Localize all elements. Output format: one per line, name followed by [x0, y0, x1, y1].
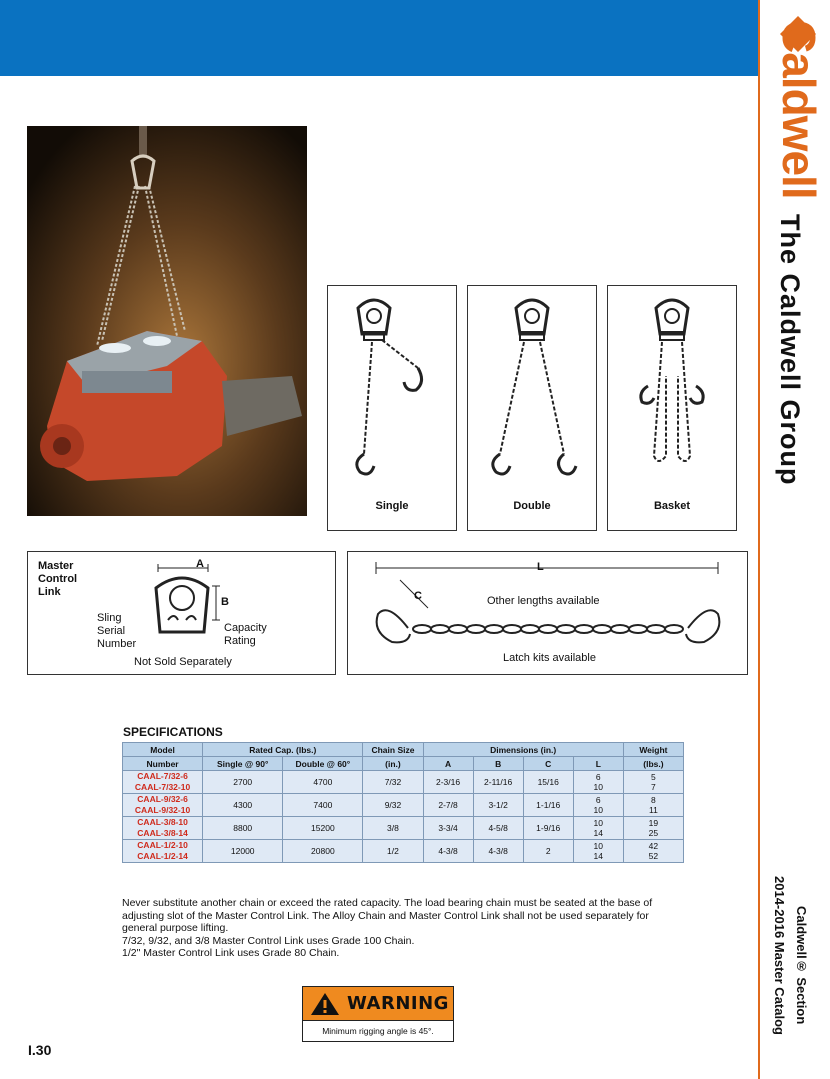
- header-rated: Rated Cap. (lbs.): [203, 743, 363, 757]
- specifications-title: SPECIFICATIONS: [123, 725, 223, 739]
- dim-a-cell: 2-3/16: [423, 771, 473, 794]
- chain-size-cell: 9/32: [363, 794, 423, 817]
- table-row: [123, 817, 684, 840]
- config-double-label: Double: [513, 500, 551, 512]
- group-title: The Caldwell Group: [775, 214, 805, 486]
- dim-l-label: L: [537, 561, 544, 573]
- chain-size-cell: 7/32: [363, 771, 423, 794]
- warning-word: WARNING: [347, 993, 449, 1014]
- chain-size-cell: 1/2: [363, 840, 423, 863]
- header-dimensions: Dimensions (in.): [423, 743, 623, 757]
- single-cap-cell: 12000: [203, 840, 283, 863]
- serial-label-3: Number: [97, 638, 137, 650]
- header-chain-1: Chain Size: [363, 743, 423, 757]
- dim-b-label: B: [221, 596, 229, 608]
- capacity-label-1: Capacity: [224, 622, 267, 634]
- dim-a-cell: 4-3/8: [423, 840, 473, 863]
- note-paragraph: 1/2" Master Control Link uses Grade 80 Chain.: [122, 947, 340, 959]
- config-basket-label: Basket: [653, 500, 691, 512]
- dim-b-cell: 4-3/8: [473, 840, 523, 863]
- model-cell: CAAL-3/8-10 CAAL-3/8-14: [123, 817, 203, 840]
- catalog-label: 2014-2016 Master Catalog: [772, 876, 787, 1035]
- chain-size-cell: 3/8: [363, 817, 423, 840]
- weight-cell: 42 52: [623, 840, 683, 863]
- header-bar: [0, 0, 758, 76]
- double-cap-cell: 20800: [283, 840, 363, 863]
- side-branding: [760, 0, 830, 1079]
- table-row: [123, 794, 684, 817]
- latch-kits-label: Latch kits available: [503, 652, 596, 664]
- config-single-label: Single: [375, 500, 409, 512]
- caldwell-logo-text: Caldwell: [773, 20, 825, 199]
- capacity-label-2: Rating: [224, 635, 256, 647]
- model-cell: CAAL-7/32-6 CAAL-7/32-10: [123, 771, 203, 794]
- master-link-title-3: Link: [38, 586, 61, 598]
- basket-sling-icon: [608, 286, 736, 486]
- table-row: [123, 840, 684, 863]
- dim-l-cell: 10 14: [573, 840, 623, 863]
- page-number: I.30: [28, 1042, 52, 1058]
- header-model-2: Number: [123, 757, 203, 771]
- product-photo: [27, 126, 307, 516]
- note-paragraph: 7/32, 9/32, and 3/8 Master Control Link uses Grade 100 Chain.: [122, 934, 415, 947]
- double-sling-icon: [468, 286, 596, 486]
- not-sold-label: Not Sold Separately: [134, 656, 232, 668]
- master-link-panel: [27, 551, 336, 675]
- single-cap-cell: 8800: [203, 817, 283, 840]
- dim-c-cell: 2: [523, 840, 573, 863]
- dim-a-cell: 3-3/4: [423, 817, 473, 840]
- single-sling-icon: [328, 286, 456, 486]
- header-b: B: [473, 757, 523, 771]
- dim-a-cell: 2-7/8: [423, 794, 473, 817]
- model-cell: CAAL-1/2-10 CAAL-1/2-14: [123, 840, 203, 863]
- header-a: A: [423, 757, 473, 771]
- weight-cell: 8 11: [623, 794, 683, 817]
- warning-label: [302, 986, 454, 1042]
- table-row: [123, 771, 684, 794]
- dim-c-cell: 15/16: [523, 771, 573, 794]
- header-weight-1: Weight: [623, 743, 683, 757]
- dim-c-cell: 1-1/16: [523, 794, 573, 817]
- other-lengths-label: Other lengths available: [487, 595, 600, 607]
- dim-b-cell: 4-5/8: [473, 817, 523, 840]
- warning-message: Minimum rigging angle is 45°.: [322, 1026, 434, 1036]
- header-model-1: Model: [123, 743, 203, 757]
- double-cap-cell: 7400: [283, 794, 363, 817]
- warning-triangle-icon: [310, 992, 340, 1016]
- dim-l-cell: 6 10: [573, 794, 623, 817]
- usage-notes: [122, 897, 662, 960]
- header-l: L: [573, 757, 623, 771]
- dim-b-cell: 3-1/2: [473, 794, 523, 817]
- master-link-title-2: Control: [38, 573, 78, 585]
- note-paragraph: Never substitute another chain or exceed the rated capacity. The load bearing chain must be seated at the base of adjusting slot of the Master Control Link. The Alloy Chain and Master Control Link shall not be used separately for general purpose lifting.: [122, 897, 653, 934]
- config-double-panel: [467, 285, 597, 531]
- dim-l-cell: 6 10: [573, 771, 623, 794]
- double-cap-cell: 4700: [283, 771, 363, 794]
- chain-length-panel: [347, 551, 748, 675]
- header-weight-2: (lbs.): [623, 757, 683, 771]
- dim-l-cell: 10 14: [573, 817, 623, 840]
- warning-header: [303, 987, 453, 1021]
- dim-b-cell: 2-11/16: [473, 771, 523, 794]
- single-cap-cell: 4300: [203, 794, 283, 817]
- specifications-table: [122, 742, 684, 863]
- header-chain-2: (in.): [363, 757, 423, 771]
- model-cell: CAAL-9/32-6 CAAL-9/32-10: [123, 794, 203, 817]
- master-link-title-1: Master: [38, 560, 74, 572]
- section-label: Caldwell® Section: [794, 906, 809, 1025]
- weight-cell: 5 7: [623, 771, 683, 794]
- dim-a-label: A: [196, 558, 204, 570]
- weight-cell: 19 25: [623, 817, 683, 840]
- dim-c-cell: 1-9/16: [523, 817, 573, 840]
- header-c: C: [523, 757, 573, 771]
- dim-c-label: C: [414, 590, 422, 602]
- serial-label-1: Sling: [97, 612, 122, 624]
- config-basket-panel: [607, 285, 737, 531]
- config-single-panel: [327, 285, 457, 531]
- double-cap-cell: 15200: [283, 817, 363, 840]
- single-cap-cell: 2700: [203, 771, 283, 794]
- header-single: Single @ 90°: [203, 757, 283, 771]
- serial-label-2: Serial: [97, 625, 126, 637]
- header-double: Double @ 60°: [283, 757, 363, 771]
